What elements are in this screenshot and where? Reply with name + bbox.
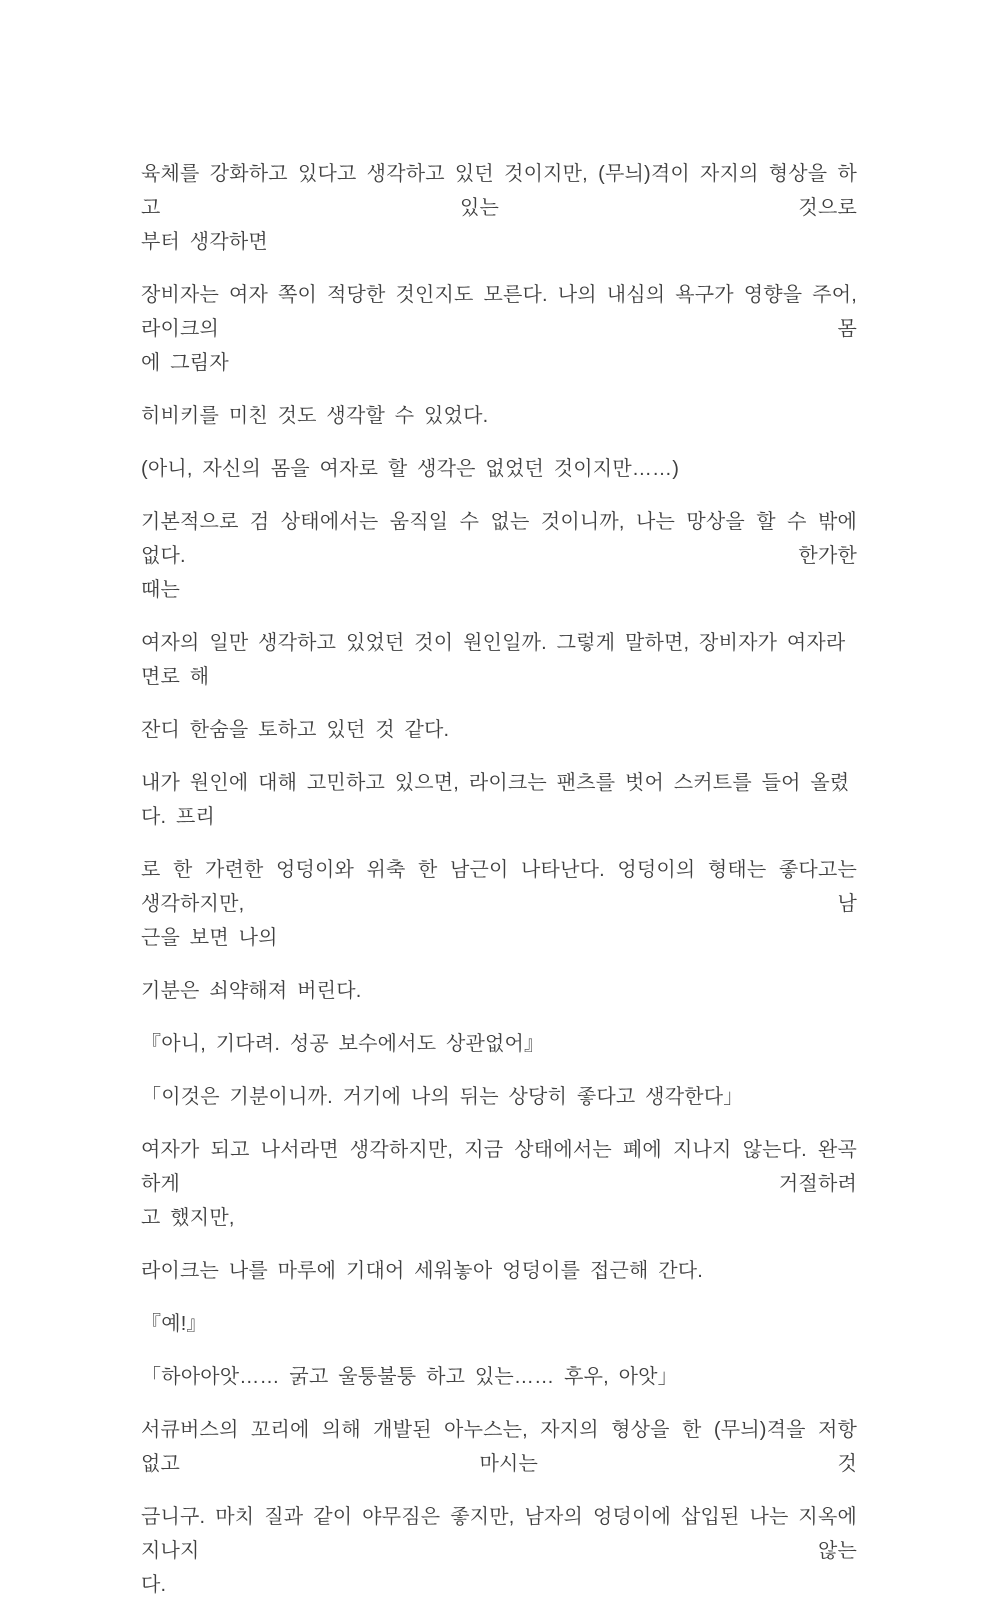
text-line: 장비자는 여자 쪽이 적당한 것인지도 모른다. 나의 내심의 욕구가 영향을 주어, 라이크의 몸 — [141, 284, 857, 340]
paragraph — [141, 766, 857, 834]
text-line: 여자의 일만 생각하고 있었던 것이 원인일까. 그렇게 말하면, 장비자가 여자라면로 해 — [141, 632, 846, 688]
text-line: 『아니, 기다려. 성공 보수에서도 상관없어』 — [141, 1033, 545, 1055]
paragraph — [141, 278, 857, 380]
text-line: 라이크는 나를 마루에 기대어 세워놓아 엉덩이를 접근해 간다. — [141, 1260, 704, 1282]
text-line: 내가 원인에 대해 고민하고 있으면, 라이크는 팬츠를 벗어 스커트를 들어 올렸다. 프리 — [141, 772, 850, 828]
text-line: 근을 보면 나의 — [141, 927, 278, 949]
text-line: 여자가 되고 나서라면 생각하지만, 지금 상태에서는 폐에 지나지 않는다. 완곡하게 거절하려 — [141, 1139, 857, 1195]
text-line: 육체를 강화하고 있다고 생각하고 있던 것이지만, (무늬)격이 자지의 형상을 하고 있는 것으로 — [141, 163, 857, 219]
text-line: 「하아아앗…… 굵고 울퉁불퉁 하고 있는…… 후우, 아앗」 — [141, 1366, 678, 1388]
paragraph — [141, 1360, 857, 1394]
paragraph — [141, 1254, 857, 1288]
paragraph — [141, 399, 857, 433]
text-line: 잔디 한숨을 토하고 있던 것 같다. — [141, 719, 450, 741]
text-line: 금니구. 마치 질과 같이 야무짐은 좋지만, 남자의 엉덩이에 삽입된 나는 지옥에 지나지 않는 — [141, 1506, 857, 1562]
paragraph — [141, 974, 857, 1008]
text-line: 기분은 쇠약해져 버린다. — [141, 980, 362, 1002]
paragraph — [141, 713, 857, 747]
paragraph — [141, 1307, 857, 1341]
paragraph — [141, 452, 857, 486]
text-line: (아니, 자신의 몸을 여자로 할 생각은 없었던 것이지만……) — [141, 458, 680, 480]
paragraph — [141, 505, 857, 607]
paragraph — [141, 1080, 857, 1114]
text-line: 로 한 가련한 엉덩이와 위축 한 남근이 나타난다. 엉덩이의 형태는 좋다고는 생각하지만, 남 — [141, 859, 857, 915]
text-line: 「이것은 기분이니까. 거기에 나의 뒤는 상당히 좋다고 생각한다」 — [141, 1086, 744, 1108]
text-line: 히비키를 미친 것도 생각할 수 있었다. — [141, 405, 489, 427]
text-line: 부터 생각하면 — [141, 231, 268, 253]
text-line: 때는 — [141, 579, 181, 601]
paragraph — [141, 1500, 857, 1602]
paragraph — [141, 157, 857, 259]
text-line: 에 그림자 — [141, 352, 229, 374]
text-line: 서큐버스의 꼬리에 의해 개발된 아누스는, 자지의 형상을 한 (무늬)격을 저항 없고 마시는 것 — [141, 1419, 857, 1475]
paragraph — [141, 1027, 857, 1061]
text-line: 『예!』 — [141, 1313, 207, 1335]
text-line: 기본적으로 검 상태에서는 움직일 수 없는 것이니까, 나는 망상을 할 수 밖에 없다. 한가한 — [141, 511, 857, 567]
paragraph — [141, 1133, 857, 1235]
text-line: 고 했지만, — [141, 1207, 235, 1229]
paragraph — [141, 853, 857, 955]
paragraph — [141, 626, 857, 694]
paragraph — [141, 1413, 857, 1481]
text-line: 다. — [141, 1574, 167, 1596]
